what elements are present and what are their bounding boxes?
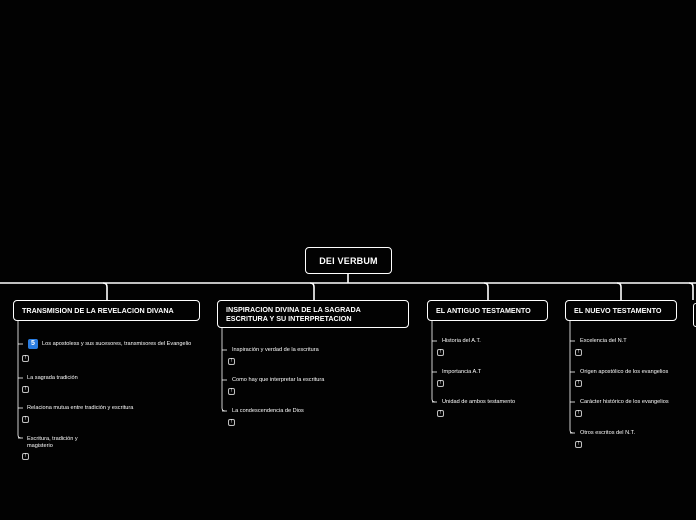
- note-icon[interactable]: !: [22, 453, 29, 460]
- subtopic[interactable]: Como hay que interpretar la escritura: [232, 377, 325, 383]
- root-topic-label: DEI VERBUM: [319, 255, 378, 266]
- note-icon[interactable]: !: [437, 410, 444, 417]
- branch-nuevo-testamento[interactable]: [565, 300, 677, 321]
- subtopic[interactable]: Inspiración y verdad de la escritura: [232, 347, 319, 353]
- note-icon[interactable]: !: [228, 358, 235, 365]
- note-icon[interactable]: !: [22, 386, 29, 393]
- branch-connector: [103, 283, 107, 300]
- branch-label: TRANSMISION DE LA REVELACION DIVANA: [22, 306, 174, 315]
- branch-connector: [617, 283, 621, 300]
- topic-count-badge[interactable]: 5: [28, 339, 38, 349]
- branch-antiguo-testamento[interactable]: [427, 300, 548, 321]
- subtopic[interactable]: Origen apostólico de los evangelios: [580, 369, 669, 375]
- subtopic-spine: [222, 328, 225, 411]
- subtopic[interactable]: La condescendencia de Dios: [232, 408, 304, 414]
- subtopic[interactable]: Escritura, tradición y magisterio: [27, 436, 78, 449]
- subtopic[interactable]: Carácter histórico de los evangelios: [580, 399, 669, 405]
- subtopic[interactable]: Relaciona mutua entre tradición y escritura: [27, 405, 134, 411]
- subtopic[interactable]: Unidad de ambos testamento: [442, 399, 516, 405]
- subtopic[interactable]: Los apostoless y sus sucesores, transmisores del Evangelio: [42, 341, 192, 347]
- note-icon[interactable]: !: [22, 355, 29, 362]
- root-topic[interactable]: [305, 247, 392, 274]
- note-icon[interactable]: !: [228, 419, 235, 426]
- subtopic-spine: [432, 321, 435, 402]
- subtopic[interactable]: La sagrada tradición: [27, 375, 78, 381]
- subtopic[interactable]: Importancia A.T: [442, 369, 482, 375]
- branch-label: EL NUEVO TESTAMENTO: [574, 306, 662, 315]
- subtopic-spine: [570, 321, 573, 433]
- subtopic[interactable]: Excelencia del N.T: [580, 338, 627, 344]
- branch-connector: [310, 283, 314, 300]
- note-icon[interactable]: !: [437, 380, 444, 387]
- note-icon[interactable]: !: [228, 388, 235, 395]
- note-icon[interactable]: !: [437, 349, 444, 356]
- note-icon[interactable]: !: [575, 380, 582, 387]
- subtopic[interactable]: Otros escritos del N.T.: [580, 430, 636, 436]
- branch-connector: [689, 283, 693, 300]
- branch-label: INSPIRACION DIVINA DE LA SAGRADA ESCRITURA Y SU INTERPRETACION: [226, 305, 361, 323]
- branch-inspiracion[interactable]: [217, 300, 409, 328]
- subtopic[interactable]: Historia del A.T.: [442, 338, 481, 344]
- note-icon[interactable]: !: [575, 410, 582, 417]
- branch-connector: [484, 283, 488, 300]
- note-icon[interactable]: !: [22, 416, 29, 423]
- branch-transmision[interactable]: [13, 300, 200, 321]
- note-icon[interactable]: !: [575, 349, 582, 356]
- note-icon[interactable]: !: [575, 441, 582, 448]
- subtopic-spine: [18, 321, 21, 438]
- branch-label: EL ANTIGUO TESTAMENTO: [436, 306, 531, 315]
